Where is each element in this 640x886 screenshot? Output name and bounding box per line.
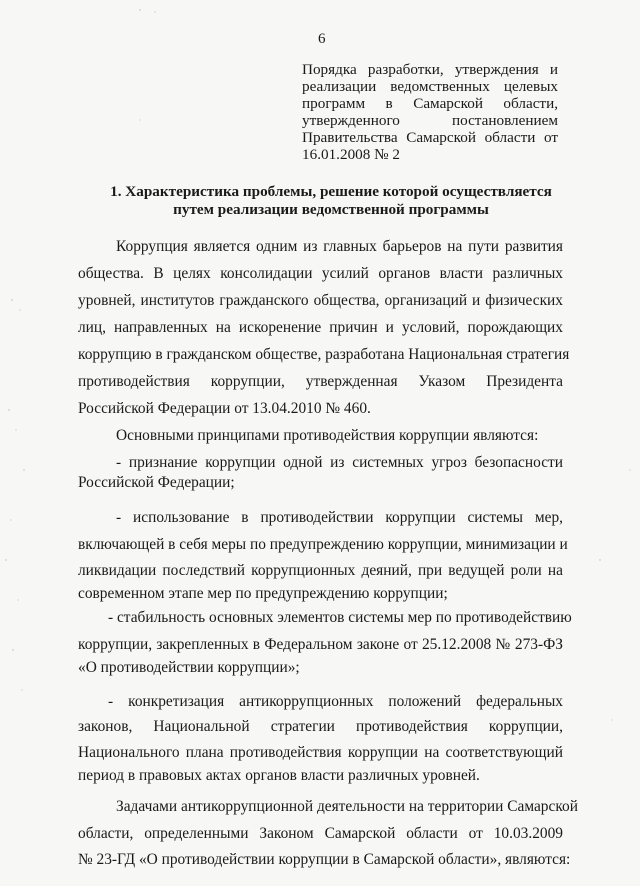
text-line: коррупцию в гражданском обществе, разработана Национальная стратегия <box>78 346 570 363</box>
text-line: современном этапе мер по предупреждению коррупции; <box>78 585 448 602</box>
text-line: период в правовых актах органов власти различных уровней. <box>78 767 480 784</box>
text-line: включающей в себя меры по предупреждению коррупции, минимизации и <box>78 536 568 553</box>
text-line: Основными принципами противодействия коррупции являются: <box>116 427 539 444</box>
section-heading-line-2: путем реализации ведомственной программы <box>173 201 489 218</box>
text-line: - использование в противодействии коррупции системы мер, <box>116 509 563 526</box>
text-line: лиц, направленных на искоренение причин и условий, порождающих <box>78 319 563 336</box>
reference-line: программ в Самарской области, <box>302 95 558 112</box>
text-line: ликвидации последствий коррупционных деяний, при ведущей роли на <box>78 562 563 579</box>
text-line: Российской Федерации от 13.04.2010 № 460. <box>78 400 371 417</box>
text-line: области, определенными Законом Самарской области от 10.03.2009 <box>78 825 563 842</box>
text-line: «О противодействии коррупции»; <box>78 659 300 676</box>
text-line: Российской Федерации; <box>78 474 235 491</box>
text-line: законов, Национальной стратегии противодействия коррупции, <box>78 718 563 735</box>
text-line: коррупции, закрепленных в Федеральном законе от 25.12.2008 № 273-ФЗ <box>78 636 563 653</box>
text-line: № 23-ГД «О противодействии коррупции в Самарской области», являются: <box>78 851 571 868</box>
reference-line: утвержденного постановлением <box>302 112 558 129</box>
reference-line: 16.01.2008 № 2 <box>302 146 401 163</box>
text-line: Коррупция является одним из главных барьеров на пути развития <box>116 238 563 255</box>
text-line: Задачами антикоррупционной деятельности на территории Самарской <box>116 798 578 815</box>
reference-line: Порядка разработки, утверждения и <box>302 61 558 78</box>
reference-line: реализации ведомственных целевых <box>302 78 558 95</box>
text-line: уровней, институтов гражданского общества, организаций и физических <box>78 292 563 309</box>
text-line: общества. В целях консолидации усилий органов власти различных <box>78 265 563 282</box>
text-line: - конкретизация антикоррупционных положений федеральных <box>108 693 563 710</box>
section-heading-line-1: 1. Характеристика проблемы, решение которой осуществляется <box>110 183 552 200</box>
text-line: Национального плана противодействия коррупции на соответствующий <box>78 744 563 761</box>
page-number: 6 <box>318 31 326 47</box>
reference-block <box>302 61 558 163</box>
section-heading <box>96 183 566 219</box>
text-line: - стабильность основных элементов системы мер по противодействию <box>108 609 572 626</box>
reference-line: Правительства Самарской области от <box>302 129 558 146</box>
text-line: - признание коррупции одной из системных угроз безопасности <box>116 454 563 471</box>
text-line: противодействия коррупции, утвержденная Указом Президента <box>78 373 563 390</box>
